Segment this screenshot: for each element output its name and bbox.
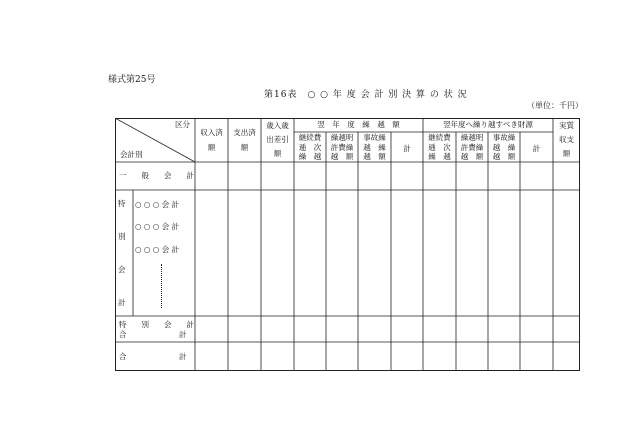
row-special-total-line2: 合 計	[119, 330, 187, 339]
header-balance: 歳入歳 出差引 額	[266, 121, 289, 158]
special-label-char-1: 特	[118, 199, 126, 208]
header-carryover-continuing: 継続費 逓 次 繰 越	[298, 133, 322, 161]
header-fiscal-accident: 事故繰 越 繰 越 額	[492, 133, 516, 161]
row-special-total-line1: 特 別 会 計	[119, 320, 194, 329]
header-revenue-settled: 収入済 額	[200, 128, 223, 152]
corner-label-account: 会計別	[120, 150, 143, 159]
settlement-table	[115, 118, 580, 371]
table-title: 第16表 ○ ○ 年 度 会 計 別 決 算 の 状 況	[264, 90, 468, 100]
special-account-item: ○ ○ ○ 会 計	[135, 245, 180, 254]
continuation-dots	[161, 264, 162, 308]
header-fiscal-explicit: 繰越明 許費繰 越 額	[460, 133, 484, 161]
corner-label-category: 区分	[175, 120, 190, 129]
header-expense-settled: 支出済 額	[233, 128, 256, 152]
row-grand-total: 合 計	[119, 352, 187, 361]
special-label-char-2: 別	[118, 232, 126, 241]
special-label-char-4: 計	[118, 298, 126, 307]
special-account-item: ○ ○ ○ 会 計	[135, 200, 180, 209]
header-carryover-accident: 事故繰 越 繰 越 額	[363, 133, 386, 161]
header-fiscal-total: 計	[532, 144, 541, 153]
form-number: 様式第25号	[108, 75, 156, 85]
special-label-char-3: 会	[118, 265, 126, 274]
header-fiscal-continuing: 継続費 逓 次 繰 越	[428, 133, 451, 161]
row-general-account: 一 般 会 計	[119, 171, 194, 180]
header-carryover-explicit: 繰越明 許費繰 越 額	[330, 133, 354, 161]
header-carryover-total: 計	[403, 144, 411, 153]
special-account-item: ○ ○ ○ 会 計	[135, 222, 180, 231]
header-fiscal-group: 翌年度へ繰り越すべき財源	[443, 120, 533, 129]
header-carryover-group: 翌 年 度 繰 越 額	[317, 120, 400, 129]
unit-label: （単位：千円）	[527, 101, 583, 110]
header-real-balance: 実質 収支 額	[559, 121, 574, 158]
